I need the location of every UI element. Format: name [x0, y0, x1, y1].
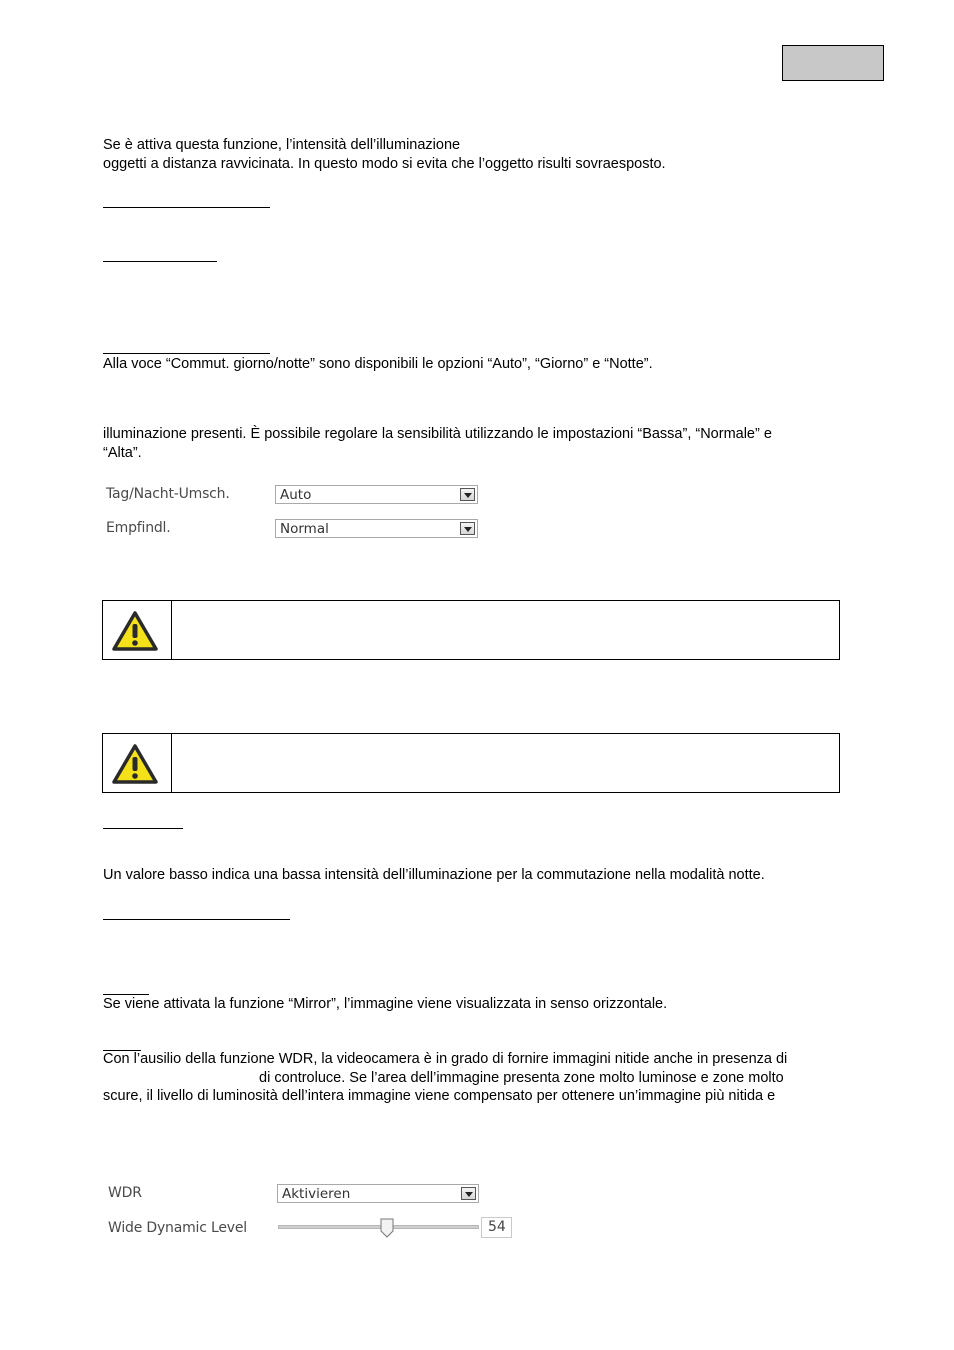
- daynight-mode-value: Auto: [280, 487, 312, 503]
- paragraph-line: di controluce. Se l’area dell’immagine presenta zone molto luminose e zone molto: [259, 1070, 784, 1086]
- paragraph-line: “Alta”.: [103, 445, 142, 461]
- paragraph-line: Se viene attivata la funzione “Mirror”, l’immagine viene visualizzata in senso orizzontale.: [103, 996, 668, 1012]
- chevron-down-icon[interactable]: [460, 522, 475, 535]
- wdr-select[interactable]: [277, 1184, 479, 1203]
- sensitivity-select[interactable]: [275, 519, 478, 538]
- warning-box: [102, 733, 840, 793]
- wide-dynamic-level-label: Wide Dynamic Level: [108, 1220, 247, 1236]
- paragraph-line: oggetti a distanza ravvicinata. In questo modo si evita che l’oggetto risulti sovraesposto.: [103, 156, 666, 172]
- heading-underline: [103, 261, 217, 262]
- heading-underline: [103, 828, 183, 829]
- slider-thumb[interactable]: [380, 1218, 394, 1238]
- paragraph-line: Un valore basso indica una bassa intensità dell’illuminazione per la commutazione nella modalità notte.: [103, 867, 765, 883]
- daynight-mode-label: Tag/Nacht-Umsch.: [106, 486, 230, 502]
- warning-triangle-icon: [111, 743, 159, 785]
- sensitivity-value: Normal: [280, 521, 329, 537]
- heading-underline: [103, 207, 270, 208]
- paragraph-line: Con l’ausilio della funzione WDR, la videocamera è in grado di fornire immagini nitide anche in presenza di: [103, 1051, 788, 1067]
- wide-dynamic-level-slider[interactable]: [278, 1225, 479, 1229]
- daynight-mode-select[interactable]: [275, 485, 478, 504]
- paragraph-line: Alla voce “Commut. giorno/notte” sono disponibili le opzioni “Auto”, “Giorno” e “Notte”.: [103, 356, 653, 372]
- warning-icon-cell: [103, 734, 172, 792]
- wide-dynamic-level-value[interactable]: 54: [481, 1217, 512, 1238]
- chevron-down-icon[interactable]: [460, 488, 475, 501]
- chevron-down-icon[interactable]: [461, 1187, 476, 1200]
- warning-box: [102, 600, 840, 660]
- warning-icon-cell: [103, 601, 172, 659]
- paragraph-line: illuminazione presenti. È possibile regolare la sensibilità utilizzando le impostazioni “Bassa”, “Normale” e: [103, 426, 772, 442]
- heading-underline: [103, 353, 270, 354]
- sensitivity-label: Empfindl.: [106, 520, 171, 536]
- paragraph-line: Se è attiva questa funzione, l’intensità dell’illuminazione: [103, 137, 461, 153]
- wdr-value: Aktivieren: [282, 1186, 351, 1202]
- paragraph-line: scure, il livello di luminosità dell’intera immagine viene compensato per ottenere un’immagine più nitida e: [103, 1088, 776, 1104]
- wdr-label: WDR: [108, 1185, 142, 1201]
- heading-underline: [103, 919, 290, 920]
- page-tab-marker: [782, 45, 884, 81]
- warning-triangle-icon: [111, 610, 159, 652]
